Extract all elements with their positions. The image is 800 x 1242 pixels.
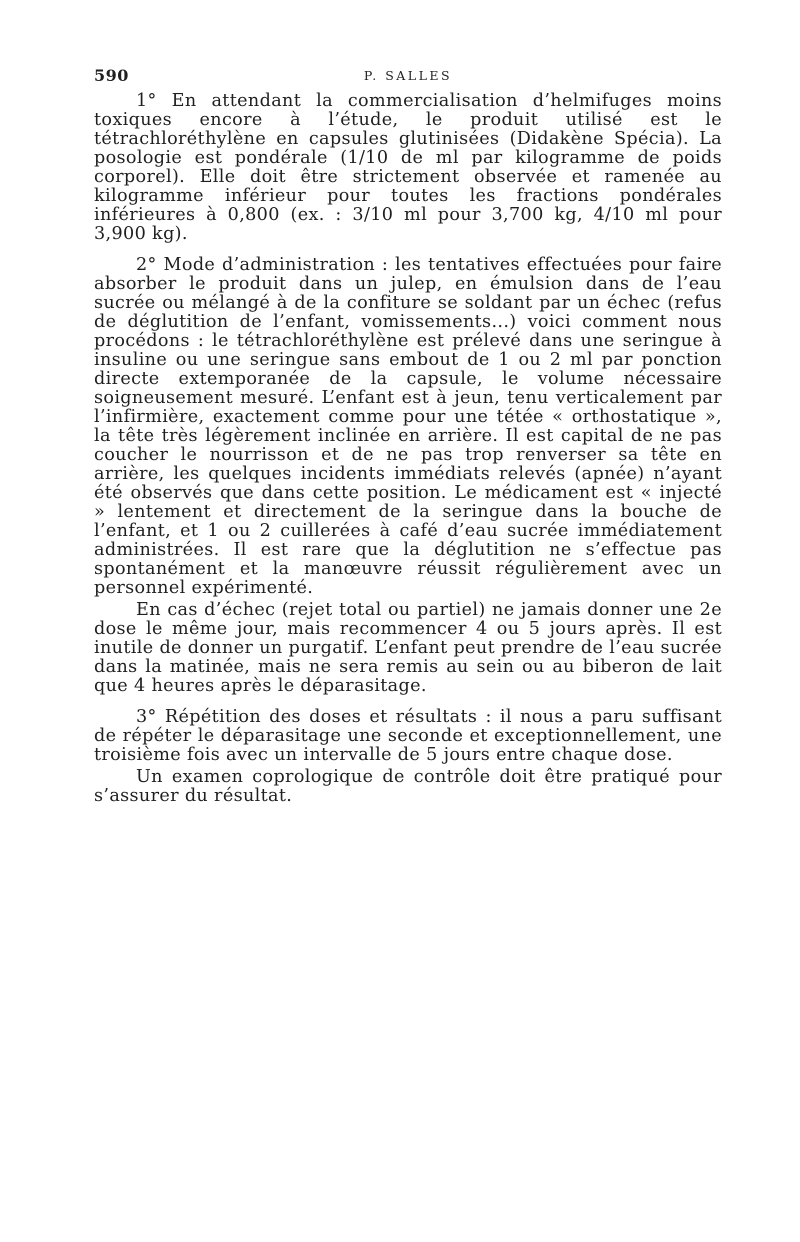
page-number: 590 bbox=[94, 66, 129, 85]
paragraph-dosage: 1° En attendant la commercialisation d’helmifuges moins toxiques encore à l’étude, le produit utilisé est le tétrachloréthylène en capsules glutinisées (Didakène Spécia). La posologie est pondérale (1/10 de ml par kilogramme de poids corporel). Elle doit être strictement observée et ramenée au kilogramme inférieur pour toutes les fractions pondérales inférieures à 0,800 (ex. : 3/10 ml pour 3,700 kg, 4/10 ml pour 3,900 kg). bbox=[94, 91, 722, 244]
paragraph-repetition: 3° Répétition des doses et résultats : il nous a paru suffisant de répéter le déparasitage une seconde et exceptionnellement, une troisième fois avec un intervalle de 5 jours entre chaque dose. bbox=[94, 707, 722, 765]
body-text bbox=[94, 92, 722, 806]
paragraph-control: Un examen coprologique de contrôle doit être pratiqué pour s’assurer du résultat. bbox=[94, 767, 722, 806]
running-header bbox=[94, 66, 722, 88]
paragraph-administration: 2° Mode d’administration : les tentatives effectuées pour faire absorber le produit dans un julep, en émulsion dans de l’eau sucrée ou mélangé à de la confiture se soldant par un échec (refus de déglutition de l’enfant, vomissements...) voici comment nous procédons : le tétrachloréthylène est prélevé dans une seringue à insuline ou une seringue sans embout de 1 ou 2 ml par ponction directe extemporanée de la capsule, le volume nécessaire soigneusement mesuré. L’enfant est à jeun, tenu verticalement par l’infirmière, exactement comme pour une tétée « orthostatique », la tête très légèrement inclinée en arrière. Il est capital de ne pas coucher le nourrisson et de ne pas trop renverser sa tête en arrière, les quelques incidents immédiats relevés (apnée) n’ayant été observés que dans cette position. Le médicament est « injecté » lentement et directement de la seringue dans la bouche de l’enfant, et 1 ou 2 cuillerées à café d’eau sucrée immédiatement administrées. Il est rare que la déglutition ne s’effectue pas spontanément et la manœuvre réussit régulièrement avec un personnel expérimenté. bbox=[94, 255, 722, 598]
paragraph-failure: En cas d’échec (rejet total ou partiel) ne jamais donner une 2e dose le même jour, mais recommencer 4 ou 5 jours après. Il est inutile de donner un purgatif. L’enfant peut prendre de l’eau sucrée dans la matinée, mais ne sera remis au sein ou au biberon de lait que 4 heures après le déparasitage. bbox=[94, 600, 722, 696]
running-head-author: P. SALLES bbox=[363, 68, 453, 83]
